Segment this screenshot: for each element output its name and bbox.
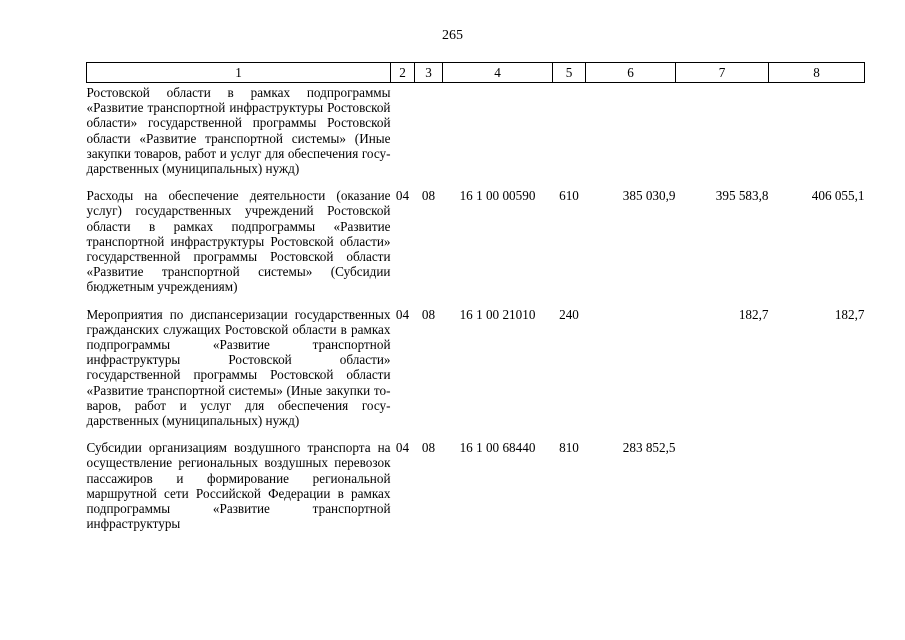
column-header-6: 6 [586,63,676,83]
row-subsection: 08 [421,188,436,204]
column-header-4: 4 [443,63,553,83]
row-target-code [443,83,553,177]
row-subsection: 08 [421,440,436,456]
row-amount-2 [676,428,769,531]
row-amount-2: 395 583,8 [715,188,769,204]
table-row [87,428,865,531]
row-amount-1 [586,83,676,177]
row-target-code: 16 1 00 00590 [459,188,536,204]
row-amount-3: 182,7 [834,306,865,322]
row-target-code: 16 1 00 21010 [459,306,536,322]
row-description: Субсидии организациям воздушного транспорта на осуществление региональных воздушных перевозок пассажиров и формирование региональной маршрутной сети Российской Федерации в рамках подпрограммы «Развитие транспортной инфраструктуры [86,440,391,532]
row-amount-2 [676,83,769,177]
budget-table [86,62,865,531]
column-header-2: 2 [391,63,415,83]
row-amount-3 [769,83,865,177]
table-row [87,176,865,294]
row-amount-1 [586,295,676,429]
column-header-5: 5 [553,63,586,83]
row-description: Ростовской области в рамках подпрограммы «Развитие транспортной инфраструктуры Ростовской области» государственной программы Ростовской области «Развитие транспортной системы» (Иные закупки товаров, работ и услуг для обеспечения государственных (муниципальных) нужд) [86,85,391,177]
row-amount-1: 283 852,5 [622,440,676,456]
table-row [87,83,865,177]
table-row [87,295,865,429]
row-subsection [415,83,443,177]
column-header-7: 7 [676,63,769,83]
row-section: 04 [395,188,410,204]
page-number: 265 [442,28,463,43]
row-expense-type [553,83,586,177]
row-amount-1: 385 030,9 [622,188,676,204]
row-section: 04 [395,440,410,456]
row-target-code: 16 1 00 68440 [459,440,536,456]
row-expense-type: 610 [559,188,579,204]
column-header-8: 8 [769,63,865,83]
row-amount-3 [769,428,865,531]
row-description: Мероприятия по диспансеризации государственных гражданских служащих Ростовской области в рамках подпрограммы «Развитие транспортной инфраструктуры Ростовской области» государственной программы Ростовской области «Развитие транспортной системы» (Иные закупки товаров, работ и услуг для обеспечения государственных (муниципальных) нужд) [86,306,391,429]
row-section [391,83,415,177]
row-amount-3: 406 055,1 [811,188,865,204]
header-row [87,63,865,83]
row-expense-type: 240 [559,306,579,322]
row-expense-type: 810 [559,440,579,456]
column-header-1: 1 [87,63,391,83]
row-description: Расходы на обеспечение деятельности (оказание услуг) государственных учреждений Ростовской области в рамках подпрограммы «Развитие транспортной инфраструктуры Ростовской области» государственной программы Ростовской области «Развитие транспортной системы» (Субсидии бюджетным учреждениям) [86,188,391,295]
row-amount-2: 182,7 [738,306,769,322]
row-subsection: 08 [421,306,436,322]
row-section: 04 [395,306,410,322]
column-header-3: 3 [415,63,443,83]
